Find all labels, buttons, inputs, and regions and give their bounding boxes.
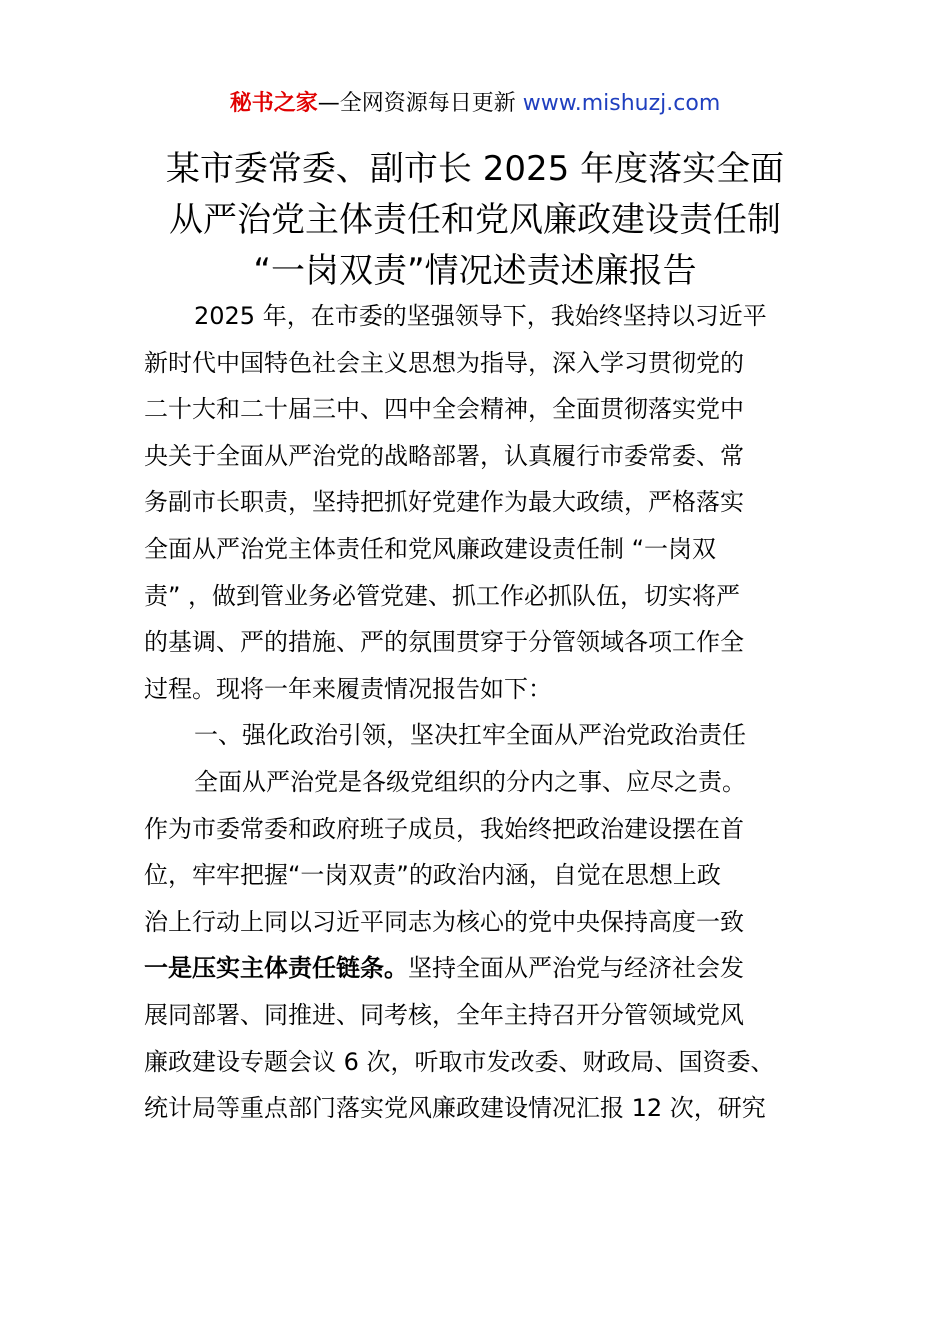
- body-line: 展同部署、同推进、同考核，全年主持召开分管领域党风: [144, 1000, 744, 1029]
- header-slogan: —全网资源每日更新: [317, 91, 523, 116]
- title-line-3: “一岗双责”情况述责述廉报告: [253, 251, 697, 291]
- body-line: 统计局等重点部门落实党风廉政建设情况汇报 12 次，研究: [144, 1094, 766, 1123]
- title-line-1: 某市委常委、副市长 2025 年度落实全面: [165, 149, 785, 189]
- body-line: 新时代中国特色社会主义思想为指导，深入学习贯彻党的: [144, 348, 744, 377]
- bold-lead-phrase: 一是压实主体责任链条。: [144, 954, 408, 983]
- body-line: 二十大和二十届三中、四中全会精神，全面贯彻落实党中: [144, 395, 744, 424]
- brand-name: 秘书之家: [229, 91, 318, 116]
- body-line: 的基调、严的措施、严的氛围贯穿于分管领域各项工作全: [144, 628, 744, 657]
- body-line: 全面从严治党主体责任和党风廉政建设责任制 “一岗双: [144, 534, 717, 563]
- body-line: 作为市委常委和政府班子成员，我始终把政治建设摆在首: [144, 814, 744, 843]
- document-body: [144, 293, 819, 1132]
- body-line: 2025 年，在市委的坚强领导下，我始终坚持以习近平: [194, 302, 767, 330]
- site-header: [0, 88, 950, 120]
- document-title: [0, 144, 950, 297]
- body-line-rest: 坚持全面从严治党与经济社会发: [408, 954, 744, 983]
- section-heading: 一、强化政治引领，坚决扛牢全面从严治党政治责任: [194, 721, 746, 750]
- body-line: 全面从严治党是各级党组织的分内之事、应尽之责。: [194, 767, 746, 796]
- body-line: 位，牢牢把握“一岗双责”的政治内涵，自觉在思想上政: [144, 861, 721, 890]
- body-line: 过程。现将一年来履责情况报告如下：: [144, 674, 552, 703]
- title-line-2: 从严治党主体责任和党风廉政建设责任制: [169, 200, 781, 240]
- body-line: 务副市长职责，坚持把抓好党建作为最大政绩，严格落实: [144, 488, 744, 517]
- body-line: [144, 945, 819, 992]
- body-line: 治上行动上同以习近平同志为核心的党中央保持高度一致: [144, 907, 744, 936]
- body-line: 廉政建设专题会议 6 次，听取市发改委、财政局、国资委、: [144, 1047, 775, 1076]
- body-line: 央关于全面从严治党的战略部署，认真履行市委常委、常: [144, 441, 744, 470]
- site-url-link[interactable]: www.mishuzj.com: [522, 91, 721, 116]
- body-line: 责” ，做到管业务必管党建、抓工作必抓队伍，切实将严: [144, 581, 741, 610]
